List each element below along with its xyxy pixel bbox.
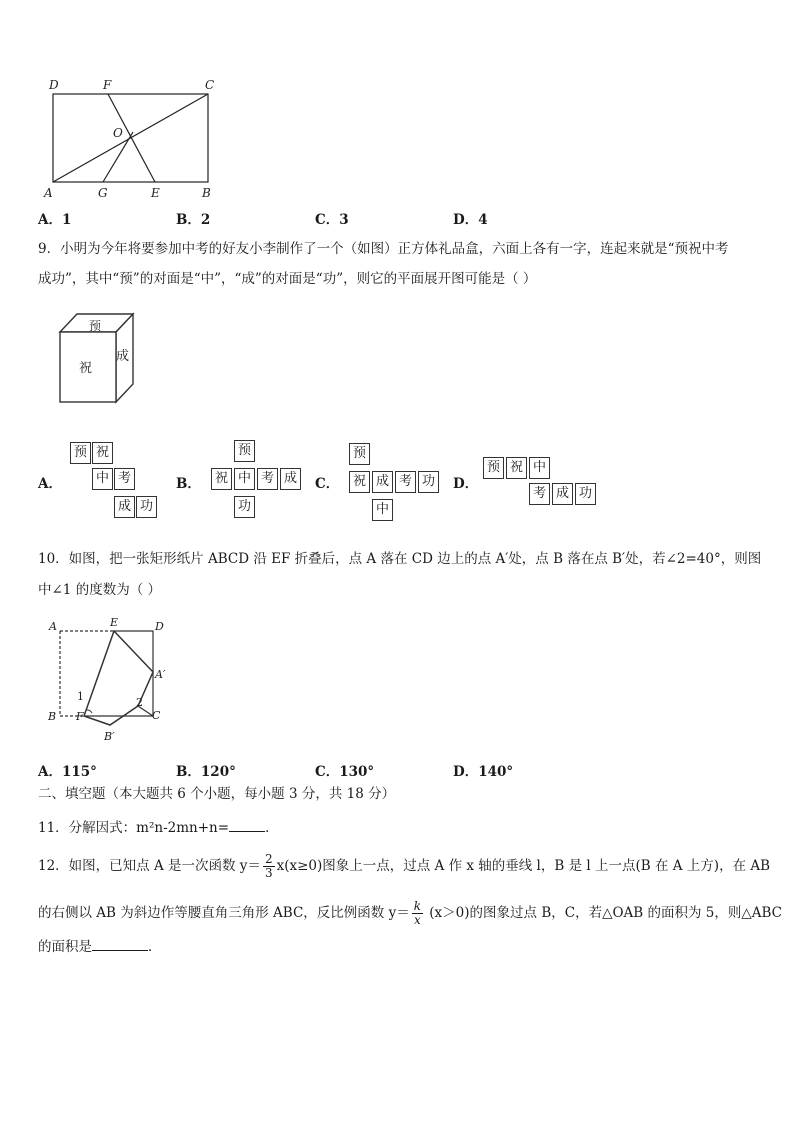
q8-option-b[interactable]: B．2 (176, 212, 211, 228)
frac-den: x (413, 913, 421, 927)
q11-answer-blank[interactable] (229, 817, 265, 832)
net-cell: 中 (529, 457, 550, 479)
fold-figure-q10 (40, 612, 180, 742)
net-cell: 成 (280, 468, 301, 490)
net-cell: 祝 (211, 468, 232, 490)
label-D: D (155, 620, 164, 633)
label-D: D (49, 78, 59, 92)
q12-line3-a: 的面积是 (38, 939, 92, 955)
q11 (38, 817, 279, 837)
angle-2-label: 2 (136, 696, 143, 709)
frac-num: 2 (264, 852, 273, 866)
q10-option-c[interactable]: C．130° (315, 764, 375, 780)
q12-line3-b: ． (148, 939, 162, 955)
q10-option-b[interactable]: B．120° (176, 764, 236, 780)
q8-option-d[interactable]: D．4 (453, 212, 488, 228)
label-F: F (76, 710, 84, 723)
q9-option-a[interactable]: A． (38, 476, 62, 492)
net-cell: 成 (114, 496, 135, 518)
q10-text-line1: 10．如图，把一张矩形纸片 ABCD 沿 EF 折叠后，点 A 落在 CD 边上的点 A′处，点 B 落在点 B′处，若∠2=40°，则图 (38, 551, 762, 567)
q11-end: ． (265, 820, 279, 836)
net-cell: 预 (70, 442, 91, 464)
net-cell: 预 (349, 443, 370, 465)
label-A: A (44, 186, 53, 200)
q10-option-a[interactable]: A．115° (38, 764, 97, 780)
net-cell: 考 (257, 468, 278, 490)
cube-front-label: 祝 (79, 361, 93, 376)
label-C: C (152, 709, 161, 722)
net-cell: 功 (234, 496, 255, 518)
q12-line3 (38, 936, 162, 956)
label-A-prime: A′ (155, 668, 166, 681)
fraction-two-thirds (263, 853, 275, 880)
angle-1-label: 1 (77, 690, 84, 703)
net-cell: 预 (234, 440, 255, 462)
q9-option-b[interactable]: B． (176, 476, 201, 492)
net-cell: 中 (234, 468, 255, 490)
label-B: B (202, 186, 211, 200)
q9-text-line1: 9．小明为今年将要参加中考的好友小李制作了一个（如图）正方体礼品盒，六面上各有一字，连起来就是“预祝中考 (38, 241, 729, 257)
label-O: O (113, 126, 123, 140)
q10-text-line2: 中∠1 的度数为（ ） (38, 582, 161, 598)
q9-option-c[interactable]: C． (315, 476, 340, 492)
fraction-k-over-x (412, 900, 423, 927)
net-c (349, 443, 444, 528)
net-cell: 中 (372, 499, 393, 521)
cube-side-label: 成 (116, 349, 130, 364)
net-cell: 祝 (506, 457, 527, 479)
q8-option-c[interactable]: C．3 (315, 212, 349, 228)
q12-line1 (38, 853, 770, 880)
frac-den: 3 (264, 866, 273, 880)
net-cell: 考 (114, 468, 135, 490)
net-cell: 考 (529, 483, 550, 505)
q8-option-a[interactable]: A．1 (38, 212, 72, 228)
label-G: G (98, 186, 108, 200)
cube-top-label: 预 (89, 319, 102, 333)
net-cell: 预 (483, 457, 504, 479)
rectangle-figure-q8 (40, 74, 230, 204)
q12-line2 (38, 900, 782, 927)
q12-line2-a: 的右侧以 AB 为斜边作等腰直角三角形 ABC，反比例函数 y＝ (38, 905, 410, 921)
q12-line1-a: 12．如图，已知点 A 是一次函数 y＝ (38, 858, 261, 874)
net-cell: 中 (92, 468, 113, 490)
q9-text-line2: 成功”，其中“预”的对面是“中”，“成”的对面是“功”，则它的平面展开图可能是（ ） (38, 271, 537, 287)
net-cell: 功 (575, 483, 596, 505)
net-cell: 功 (418, 471, 439, 493)
net-cell: 功 (136, 496, 157, 518)
cube-figure (52, 310, 142, 405)
net-cell: 祝 (349, 471, 370, 493)
net-b (211, 440, 306, 525)
label-A: A (49, 620, 57, 633)
q10-option-d[interactable]: D．140° (453, 764, 514, 780)
net-cell: 成 (372, 471, 393, 493)
net-cell: 考 (395, 471, 416, 493)
q12-line1-b: x(x≥0)图象上一点，过点 A 作 x 轴的垂线 l，B 是 l 上一点(B 在 A 上方)，在 AB (276, 858, 771, 874)
label-E: E (151, 186, 160, 200)
net-d (483, 457, 598, 512)
net-a (70, 442, 170, 527)
label-B-prime: B′ (104, 730, 115, 742)
label-F: F (103, 78, 112, 92)
section-heading-fill-blank: 二、填空题（本大题共 6 个小题，每小题 3 分，共 18 分） (38, 786, 396, 802)
frac-num: k (413, 899, 421, 913)
q12-answer-blank[interactable] (92, 936, 148, 951)
label-C: C (205, 78, 215, 92)
q11-text: 11．分解因式：m²n-2mn+n= (38, 820, 230, 836)
label-B: B (48, 710, 57, 723)
q9-option-d[interactable]: D． (453, 476, 479, 492)
q12-line2-b: (x＞0)的图象过点 B，C，若△OAB 的面积为 5，则△ABC (425, 905, 782, 921)
net-cell: 成 (552, 483, 573, 505)
label-E: E (110, 616, 119, 629)
net-cell: 祝 (92, 442, 113, 464)
